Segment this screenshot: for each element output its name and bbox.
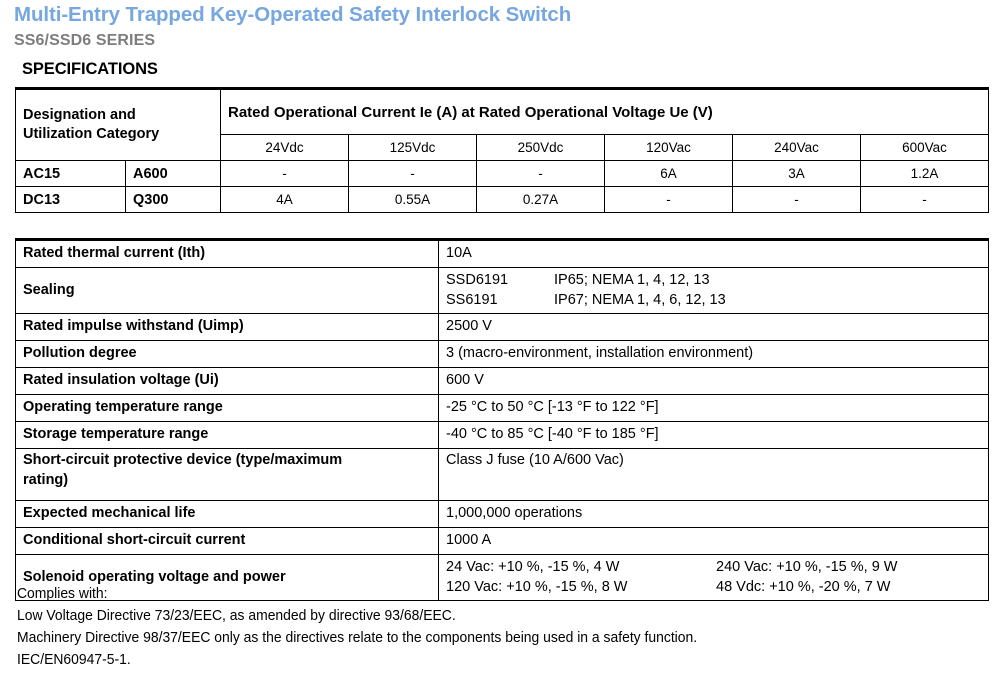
voltage-label: 600Vac [902,140,947,155]
cell-value [477,187,605,213]
cell-value [861,187,989,213]
note-line: Complies with: [17,586,108,602]
current-value: - [666,192,671,207]
voltage-label: 240Vac [774,140,819,155]
sealing-model: SSD6191 [446,272,509,288]
cell-value [349,161,477,187]
spec-value: -40 °C to 85 °C [-40 °F to 185 °F] [439,422,989,449]
solenoid-line [446,558,988,578]
table-row-operating-temperature-range [16,395,989,422]
spec-value: 600 V [439,368,989,395]
spec-label-short-circuit-protective-device [16,449,439,501]
spec-label-line-2: rating) [23,471,69,488]
cell-designation [126,187,221,213]
cell-value [733,187,861,213]
current-value: 4A [276,192,293,207]
cell-category [16,161,126,187]
column-header-voltage-1 [221,135,349,161]
solenoid-entry: 240 Vac: +10 %, -15 %, 9 W [716,559,898,575]
sealing-rating: IP65; NEMA 1, 4, 12, 13 [554,272,710,288]
current-value: 0.27A [522,192,559,207]
solenoid-entry: 24 Vac: +10 %, -15 %, 4 W [446,559,620,575]
header-cell-rated-current [221,89,989,135]
designation-label: Q300 [133,191,169,208]
note-line: Machinery Directive 98/37/EEC only as the directives relate to the components being used in a safety function. [17,630,698,646]
column-header-voltage-6 [861,135,989,161]
table-row-conditional-short-circuit-current [16,528,989,555]
column-header-voltage-2 [349,135,477,161]
table-row-sealing [16,268,989,314]
spec-value: Class J fuse (10 A/600 Vac) [439,449,989,501]
category-label: DC13 [23,191,61,208]
current-value: 0.55A [394,192,431,207]
table-row-rated-thermal-current [16,240,989,268]
table-row-rated-impulse-withstand [16,314,989,341]
solenoid-entry: 120 Vac: +10 %, -15 %, 8 W [446,578,628,595]
rated-header-label: Rated Operational Current Ie (A) at Rated Operational Voltage Ue (V) [228,103,713,121]
cell-value [605,187,733,213]
cell-value [349,187,477,213]
current-value: - [282,166,287,181]
table-row [16,187,989,213]
cell-category [16,187,126,213]
spec-label: Operating temperature range [16,395,439,422]
cell-value [221,161,349,187]
spec-label: Solenoid operating voltage and power [16,555,439,601]
rated-operational-current-table [15,87,989,213]
table-row-short-circuit-protective-device [16,449,989,501]
compliance-notes [17,583,977,671]
spec-label: Rated impulse withstand (Uimp) [16,314,439,341]
section-heading-specifications: SPECIFICATIONS [22,60,158,78]
current-value: - [410,166,415,181]
specifications-table [15,238,989,601]
spec-label: Pollution degree [16,341,439,368]
table-header-row [16,89,989,135]
designation-header-line-2: Utilization Category [23,126,160,142]
current-value: - [538,166,543,181]
current-value: 1.2A [910,166,939,181]
table-row-pollution-degree [16,341,989,368]
spec-value: 1,000,000 operations [439,501,989,528]
table-row [16,161,989,187]
voltage-label: 120Vac [646,140,691,155]
cell-designation [126,161,221,187]
spec-value-sealing [439,268,989,314]
spec-label: Conditional short-circuit current [16,528,439,555]
table-row-storage-temperature-range [16,422,989,449]
cell-value [861,161,989,187]
cell-value [605,161,733,187]
spec-value: 2500 V [439,314,989,341]
current-value: - [922,192,927,207]
current-value: 6A [660,166,677,181]
designation-label: A600 [133,165,168,182]
current-value: 3A [788,166,805,181]
sealing-model: SS6191 [446,291,498,308]
sealing-rating: IP67; NEMA 1, 4, 6, 12, 13 [554,291,726,308]
voltage-label: 24Vdc [265,140,304,155]
column-header-voltage-3 [477,135,605,161]
solenoid-entry: 48 Vdc: +10 %, -20 %, 7 W [716,578,891,595]
spec-value: 3 (macro-environment, installation environment) [439,341,989,368]
sealing-line [446,291,988,311]
current-value: - [794,192,799,207]
table-row-rated-insulation-voltage [16,368,989,395]
column-header-voltage-4 [605,135,733,161]
spec-value: 10A [439,240,989,268]
category-label: AC15 [23,165,61,182]
document-title: Multi-Entry Trapped Key-Operated Safety Interlock Switch [14,3,572,26]
spec-value: 1000 A [439,528,989,555]
voltage-label: 125Vdc [389,140,436,155]
spec-value: -25 °C to 50 °C [-13 °F to 122 °F] [439,395,989,422]
cell-value [733,161,861,187]
sealing-line [446,271,988,291]
designation-header-line-1: Designation and [23,107,136,123]
spec-label: Sealing [16,268,439,314]
spec-label: Rated insulation voltage (Ui) [16,368,439,395]
table-row-expected-mechanical-life [16,501,989,528]
note-line: Low Voltage Directive 73/23/EEC, as amended by directive 93/68/EEC. [17,608,456,624]
spec-label: Expected mechanical life [16,501,439,528]
note-line: IEC/EN60947-5-1. [17,652,131,668]
cell-value [477,161,605,187]
spec-label-line-1: Short-circuit protective device (type/maximum [23,452,343,468]
spec-label: Rated thermal current (Ith) [16,240,439,268]
header-cell-designation [16,89,221,161]
document-subtitle: SS6/SSD6 SERIES [14,32,156,49]
column-header-voltage-5 [733,135,861,161]
spec-label: Storage temperature range [16,422,439,449]
cell-value [221,187,349,213]
voltage-label: 250Vdc [517,140,564,155]
